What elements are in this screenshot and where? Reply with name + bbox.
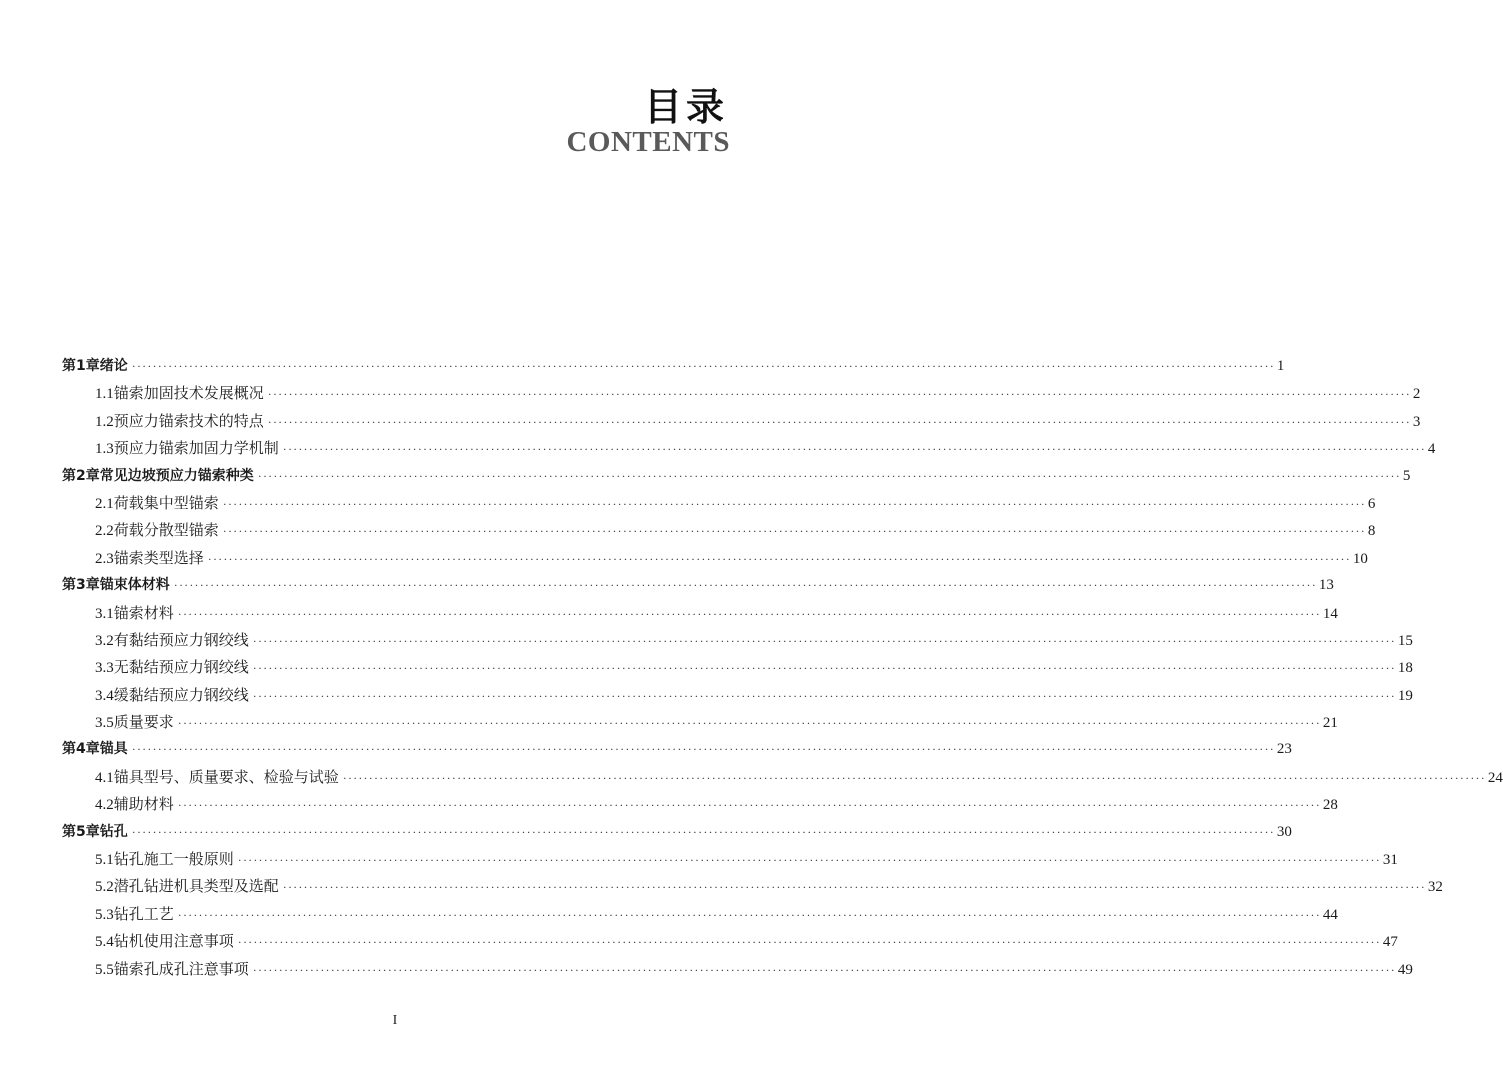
chapter-number: 第2章 [62, 467, 100, 484]
contents-title-english: CONTENTS [566, 126, 730, 158]
dot-leader: ···························································································································································································································· [252, 661, 1396, 676]
toc-section-entry[interactable] [62, 602, 1338, 629]
chapter-number: 第3章 [62, 577, 100, 594]
section-title: 荷载集中型锚索 [113, 495, 219, 512]
toc-section-entry[interactable] [62, 958, 1413, 985]
chapter-title: 钻孔 [99, 823, 128, 840]
toc-section-entry[interactable] [62, 848, 1398, 875]
dot-leader: ···························································································································································································································· [237, 853, 1381, 868]
dot-leader: ···························································································································································································································· [252, 962, 1396, 977]
section-title: 有黏结预应力钢绞线 [113, 632, 249, 649]
dot-leader: ···························································································································································································································· [342, 770, 1486, 785]
toc-page-number: 24 [1487, 769, 1503, 786]
chapter-number: 第4章 [62, 741, 100, 758]
section-title: 锚索材料 [113, 605, 174, 622]
section-number: 5.4 [95, 934, 114, 951]
section-number: 4.1 [95, 769, 114, 786]
chapter-number: 第5章 [62, 823, 100, 840]
dot-leader: ···························································································································································································································· [282, 880, 1426, 895]
toc-page-number: 47 [1382, 934, 1398, 951]
toc-page-number: 31 [1382, 852, 1398, 869]
section-number: 5.2 [95, 879, 114, 896]
toc-page-number: 2 [1412, 386, 1421, 403]
section-number: 3.3 [95, 660, 114, 677]
section-title: 锚具型号、质量要求、检验与试验 [113, 769, 339, 786]
section-number: 2.2 [95, 523, 114, 540]
section-title: 钻孔工艺 [113, 906, 174, 923]
toc-page-number: 18 [1397, 660, 1413, 677]
section-title: 荷载分散型锚索 [113, 523, 219, 540]
toc-page-number: 30 [1276, 823, 1292, 840]
section-title: 锚索孔成孔注意事项 [113, 961, 249, 978]
toc-page-number: 44 [1322, 906, 1338, 923]
toc-section-entry[interactable] [62, 410, 1421, 437]
contents-title-chinese: 目录 [643, 85, 728, 129]
toc-section-entry[interactable] [62, 629, 1413, 656]
toc-page-number: 3 [1412, 413, 1421, 430]
toc-chapter-entry[interactable] [62, 574, 1334, 601]
section-title: 质量要求 [113, 715, 174, 732]
section-number: 3.4 [95, 687, 114, 704]
section-number: 1.2 [95, 413, 114, 430]
toc-page-number: 21 [1322, 715, 1338, 732]
dot-leader: ···························································································································································································································· [252, 633, 1396, 648]
toc-section-entry[interactable] [62, 684, 1413, 711]
chapter-number: 第1章 [62, 358, 100, 374]
section-title: 锚索加固技术发展概况 [113, 386, 264, 403]
toc-page-number: 23 [1276, 741, 1292, 758]
toc-section-entry[interactable] [62, 492, 1376, 519]
section-number: 2.1 [95, 495, 114, 512]
toc-section-entry[interactable] [62, 656, 1413, 683]
section-number: 3.5 [95, 715, 114, 732]
section-title: 潜孔钻进机具类型及选配 [113, 879, 279, 896]
section-title: 辅助材料 [113, 797, 174, 814]
dot-leader: ···························································································································································································································· [131, 359, 1275, 373]
dot-leader: ···························································································································································································································· [177, 798, 1321, 813]
dot-leader: ···························································································································································································································· [131, 742, 1275, 757]
toc-page-number: 49 [1397, 961, 1413, 978]
chapter-title: 常见边坡预应力锚索种类 [99, 467, 254, 484]
toc-chapter-entry[interactable] [62, 355, 1285, 382]
toc-chapter-entry[interactable] [62, 465, 1411, 492]
toc-page-number: 5 [1402, 467, 1411, 484]
dot-leader: ···························································································································································································································· [267, 414, 1411, 429]
section-number: 5.5 [95, 961, 114, 978]
toc-section-entry[interactable] [62, 875, 1443, 902]
toc-section-entry[interactable] [62, 519, 1376, 546]
toc-page-number: 6 [1367, 495, 1376, 512]
toc-section-entry[interactable] [62, 766, 1503, 793]
section-title: 钻机使用注意事项 [113, 934, 234, 951]
section-number: 5.3 [95, 906, 114, 923]
toc-section-entry[interactable] [62, 711, 1338, 738]
toc-section-entry[interactable] [62, 903, 1338, 930]
chapter-title: 绪论 [99, 358, 128, 374]
section-title: 钻孔施工一般原则 [113, 852, 234, 869]
toc-section-entry[interactable] [62, 382, 1421, 409]
dot-leader: ···························································································································································································································· [173, 578, 1317, 593]
chapter-title: 锚束体材料 [99, 577, 170, 594]
toc-page-number: 14 [1322, 605, 1338, 622]
page-number: I [392, 1013, 398, 1028]
toc-section-entry[interactable] [62, 793, 1338, 820]
toc-section-entry[interactable] [62, 437, 1436, 464]
dot-leader: ···························································································································································································································· [131, 824, 1275, 839]
toc-page-number: 1 [1276, 358, 1285, 374]
dot-leader: ···························································································································································································································· [222, 496, 1366, 511]
dot-leader: ···························································································································································································································· [177, 606, 1321, 621]
section-title: 无黏结预应力钢绞线 [113, 660, 249, 677]
dot-leader: ···························································································································································································································· [237, 935, 1381, 950]
toc-page-number: 13 [1318, 577, 1334, 594]
toc-chapter-entry[interactable] [62, 738, 1292, 765]
section-number: 1.3 [95, 441, 114, 458]
dot-leader: ···························································································································································································································· [177, 907, 1321, 922]
toc-page-number: 28 [1322, 797, 1338, 814]
section-number: 2.3 [95, 550, 114, 567]
section-title: 预应力锚索技术的特点 [113, 413, 264, 430]
toc-page-number: 19 [1397, 687, 1413, 704]
section-title: 缓黏结预应力钢绞线 [113, 687, 249, 704]
toc-page-number: 32 [1427, 879, 1443, 896]
dot-leader: ···························································································································································································································· [252, 688, 1396, 703]
toc-section-entry[interactable] [62, 547, 1368, 574]
dot-leader: ···························································································································································································································· [222, 524, 1366, 539]
dot-leader: ···························································································································································································································· [267, 387, 1411, 402]
toc-page-number: 4 [1427, 441, 1436, 458]
dot-leader: ···························································································································································································································· [282, 442, 1426, 457]
table-of-contents [62, 355, 1503, 985]
toc-chapter-entry[interactable] [62, 821, 1292, 848]
chapter-title: 锚具 [99, 741, 128, 758]
dot-leader: ···························································································································································································································· [207, 551, 1351, 566]
toc-page-number: 15 [1397, 632, 1413, 649]
section-number: 3.2 [95, 632, 114, 649]
section-title: 锚索类型选择 [113, 550, 204, 567]
toc-page-number: 8 [1367, 523, 1376, 540]
toc-section-entry[interactable] [62, 930, 1398, 957]
section-number: 3.1 [95, 605, 114, 622]
section-number: 1.1 [95, 386, 114, 403]
section-number: 4.2 [95, 797, 114, 814]
dot-leader: ···························································································································································································································· [257, 468, 1401, 483]
dot-leader: ···························································································································································································································· [177, 716, 1321, 731]
toc-page-number: 10 [1352, 550, 1368, 567]
section-title: 预应力锚索加固力学机制 [113, 441, 279, 458]
section-number: 5.1 [95, 852, 114, 869]
